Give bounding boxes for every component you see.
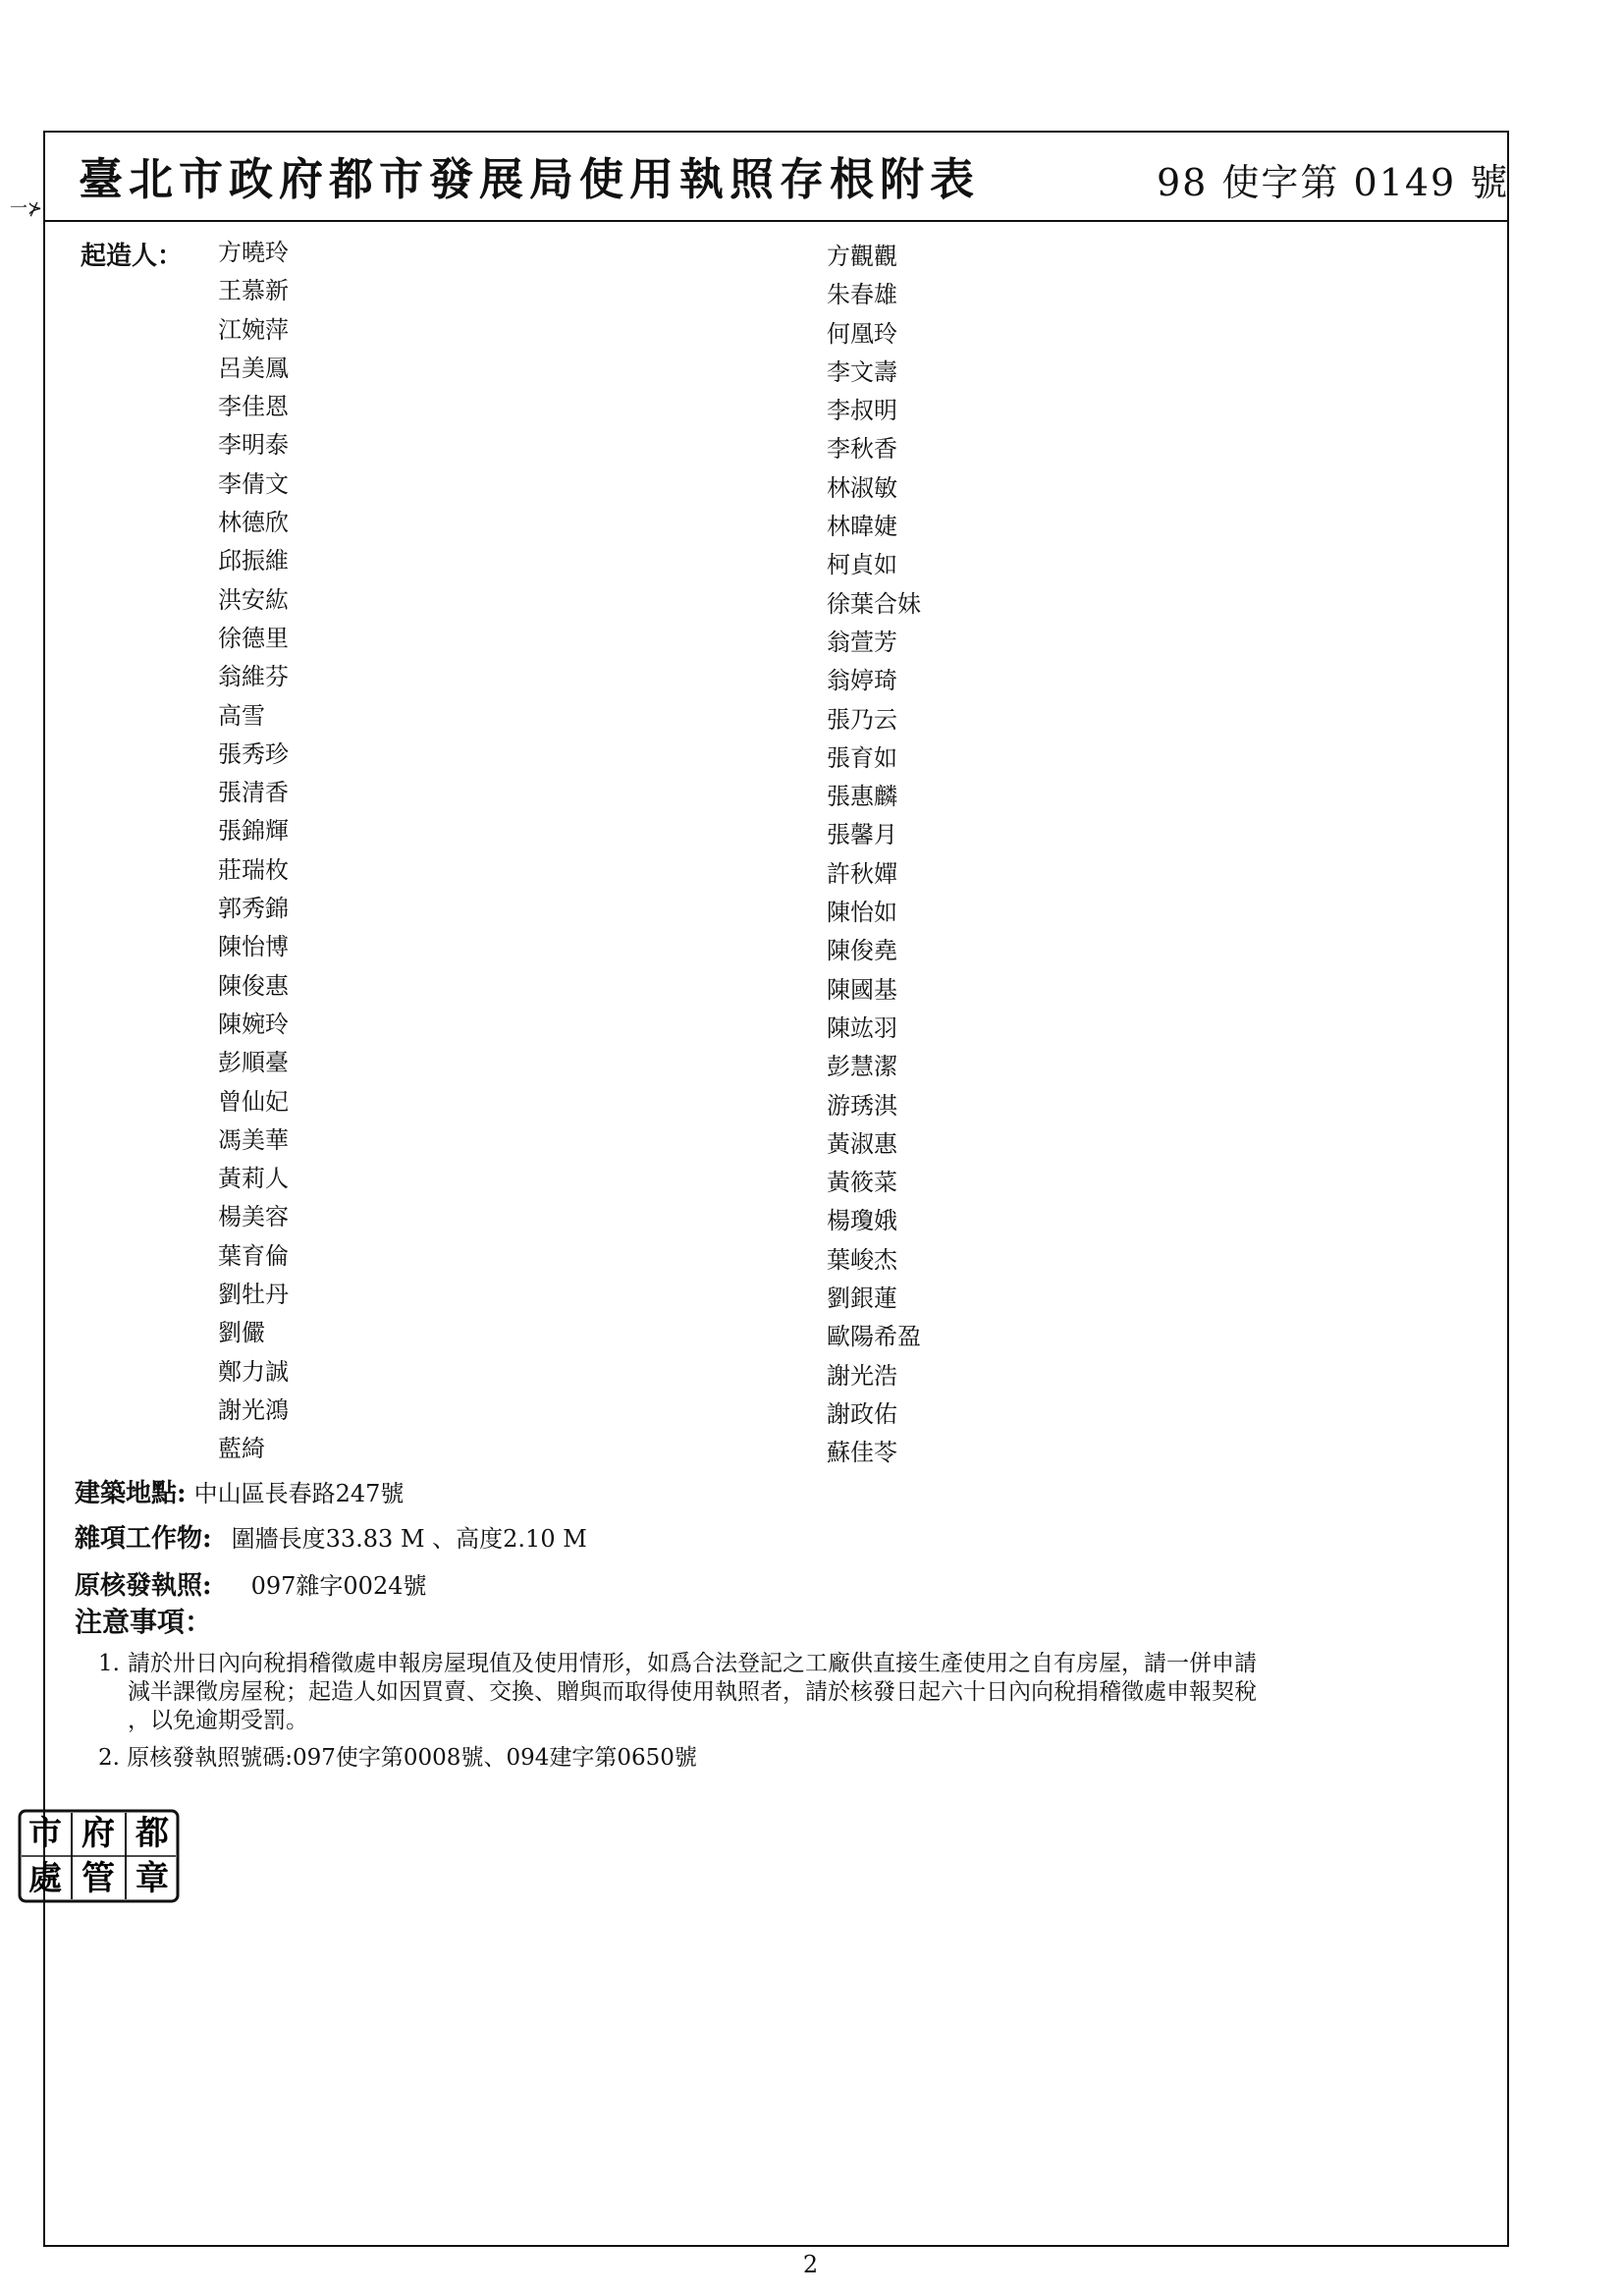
builder-name: 陳俊堯 — [827, 937, 897, 965]
builder-name: 江婉萍 — [218, 315, 289, 344]
builder-name: 高雪 — [218, 701, 265, 730]
builder-name: 張馨月 — [827, 821, 897, 849]
builder-name: 李叔明 — [827, 397, 897, 425]
builders-list-left — [218, 234, 289, 1469]
svg-text:處: 處 — [28, 1859, 62, 1898]
builder-name: 林德欣 — [218, 509, 289, 537]
builders-list-right — [827, 238, 921, 1473]
builder-name: 王慕新 — [218, 277, 289, 305]
header-rule — [43, 220, 1509, 222]
builder-name: 陳俊惠 — [218, 971, 289, 1000]
builder-name: 李文壽 — [827, 357, 897, 386]
builder-name: 陳怡博 — [218, 933, 289, 961]
document-title: 臺北市政府都市發展局使用執照存根附表 — [79, 153, 981, 205]
misc-structure-value: 圍牆長度33.83 M 、高度2.10 M — [231, 1525, 587, 1553]
builder-name: 李明泰 — [218, 431, 289, 460]
builder-name: 馮美華 — [218, 1125, 289, 1154]
builder-name: 藍綺 — [218, 1435, 265, 1463]
builder-name: 郭秀錦 — [218, 895, 289, 923]
svg-text:市: 市 — [28, 1814, 62, 1853]
builder-name: 蘇佳苓 — [827, 1439, 897, 1467]
builder-name: 莊瑞枚 — [218, 855, 289, 884]
builder-name: 方曉玲 — [218, 239, 289, 266]
svg-text:管: 管 — [81, 1859, 115, 1898]
builder-name: 徐葉合妹 — [827, 589, 921, 618]
builder-name: 邱振維 — [218, 547, 289, 575]
builder-name: 李佳恩 — [218, 393, 289, 421]
builder-name: 葉育倫 — [218, 1241, 289, 1270]
builder-name: 楊美容 — [218, 1203, 289, 1231]
builder-name: 柯貞如 — [827, 551, 897, 579]
misc-structure-field — [75, 1518, 587, 1555]
builder-name: 楊瓊娥 — [827, 1207, 897, 1235]
builder-name: 曾仙妃 — [218, 1087, 289, 1116]
note-1-line: 減半課徵房屋稅；起造人如因買賣、交換、贈與而取得使用執照者，請於核發日起六十日內向稅捐稽徵處申報契稅 — [128, 1679, 1257, 1705]
builder-name: 陳竑羽 — [827, 1013, 897, 1042]
builder-name: 翁婷琦 — [827, 667, 897, 695]
builder-name: 陳國基 — [827, 975, 897, 1004]
builder-name: 呂美鳳 — [218, 354, 289, 382]
builder-name: 黃淑惠 — [827, 1129, 897, 1158]
builders-label: 起造人： — [81, 242, 184, 271]
builder-name: 彭慧潔 — [827, 1053, 897, 1081]
builder-name: 謝光浩 — [827, 1361, 897, 1390]
builder-name: 林淑敏 — [827, 473, 897, 502]
builder-name: 黃筱菜 — [827, 1169, 897, 1197]
svg-text:府: 府 — [81, 1814, 115, 1853]
note-1-line: ，以免逾期受罰。 — [128, 1708, 308, 1733]
document-number: 98 使字第 0149 號 — [1157, 161, 1510, 204]
svg-text:都: 都 — [135, 1814, 169, 1853]
building-site-value: 中山區長春路247號 — [193, 1480, 405, 1507]
builder-name: 葉峻杰 — [827, 1245, 897, 1274]
svg-text:章: 章 — [135, 1859, 169, 1898]
builder-name: 陳怡如 — [827, 899, 897, 927]
builder-name: 張育如 — [827, 743, 897, 772]
builder-name: 方觀觀 — [827, 243, 897, 270]
note-2: 2. 原核發執照號碼:097使字第0008號、094建字第0650號 — [98, 1745, 697, 1771]
note-1-number: 1. — [98, 1651, 120, 1676]
margin-mark: 一⊁ — [10, 198, 43, 219]
builder-name: 游琇淇 — [827, 1091, 897, 1120]
builder-name: 許秋嬋 — [827, 859, 897, 888]
builder-name: 林暐婕 — [827, 513, 897, 541]
builder-name: 洪安紘 — [218, 585, 289, 614]
original-license-field — [75, 1565, 427, 1602]
page-number: 2 — [802, 2251, 819, 2278]
builder-name: 張乃云 — [827, 705, 897, 734]
builder-name: 劉銀蓮 — [827, 1285, 897, 1313]
builder-name: 張秀珍 — [218, 739, 289, 768]
notes-title: 注意事項： — [75, 1606, 213, 1638]
builder-name: 彭順臺 — [218, 1049, 289, 1077]
builder-name: 鄭力誠 — [218, 1357, 289, 1386]
builder-name: 劉牡丹 — [218, 1281, 289, 1309]
builder-name: 翁維芬 — [218, 663, 289, 691]
misc-structure-label: 雜項工作物: — [75, 1524, 212, 1554]
official-seal-stamp — [18, 1809, 180, 1903]
note-1 — [98, 1650, 1492, 1735]
original-license-value: 097雜字0024號 — [250, 1572, 427, 1600]
builder-name: 歐陽希盈 — [827, 1323, 921, 1351]
builder-name: 朱春雄 — [827, 281, 897, 309]
original-license-label: 原核發執照: — [75, 1571, 212, 1601]
builder-name: 徐德里 — [218, 624, 289, 652]
builder-name: 張惠麟 — [827, 783, 897, 811]
builder-name: 劉儼 — [218, 1319, 265, 1347]
builder-name: 翁萱芳 — [827, 628, 897, 656]
builder-name: 陳婉玲 — [218, 1010, 289, 1038]
building-site-field — [75, 1473, 404, 1509]
builder-name: 黃莉人 — [218, 1165, 289, 1193]
builder-name: 李秋香 — [827, 435, 897, 464]
builder-name: 李倩文 — [218, 469, 289, 498]
note-1-line: 請於卅日內向稅捐稽徵處申報房屋現值及使用情形，如爲合法登記之工廠供直接生產使用之自有房屋，請一併申請 — [128, 1651, 1257, 1676]
builder-name: 何凰玲 — [827, 319, 897, 348]
builder-name: 張錦輝 — [218, 817, 289, 846]
building-site-label: 建築地點: — [75, 1479, 187, 1508]
builder-name: 謝光鴻 — [218, 1395, 289, 1424]
builder-name: 謝政佑 — [827, 1399, 897, 1428]
builder-name: 張清香 — [218, 779, 289, 807]
